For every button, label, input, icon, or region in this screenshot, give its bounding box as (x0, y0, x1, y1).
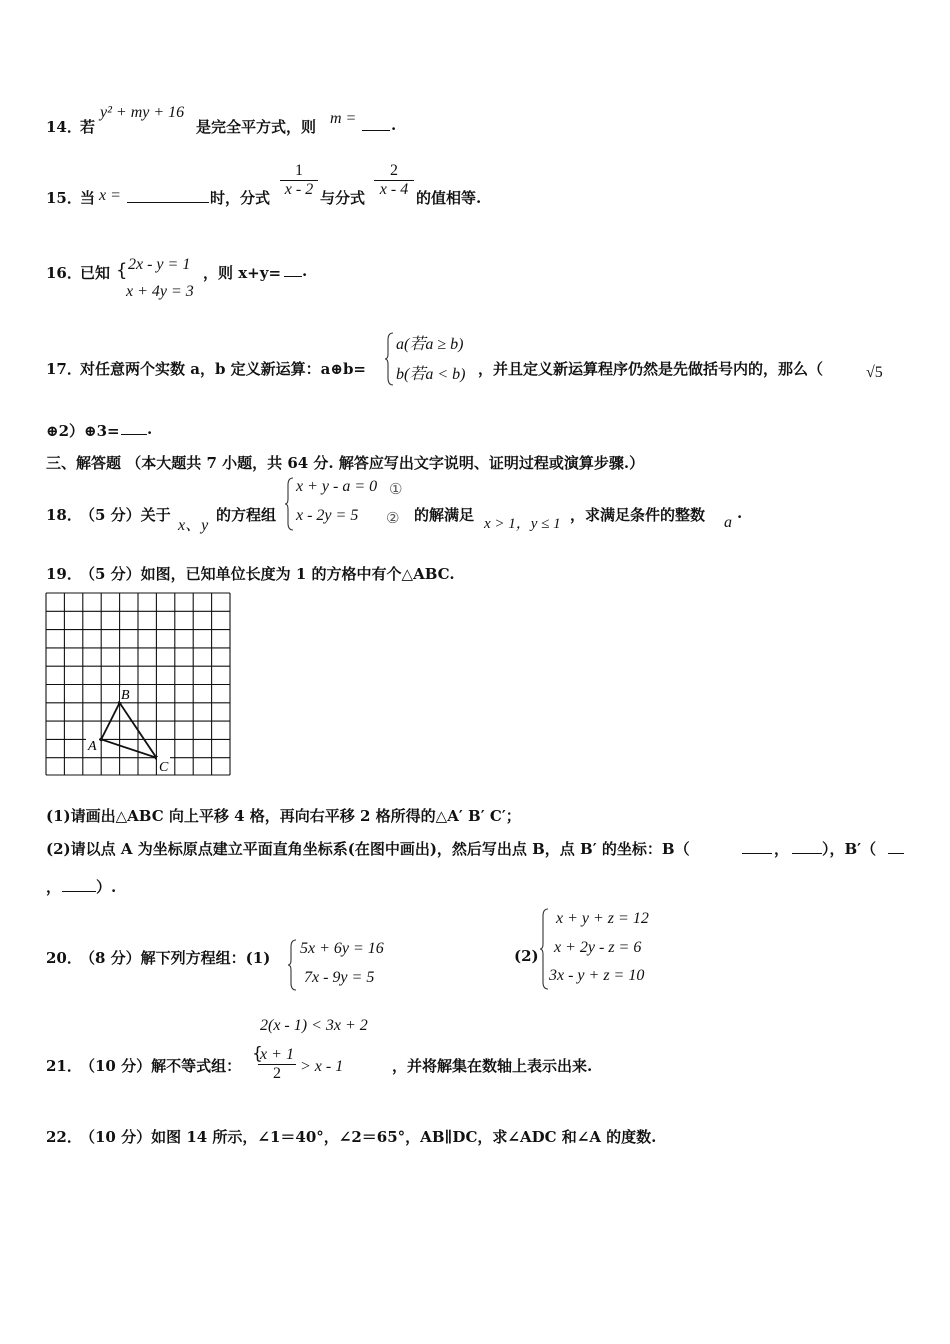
q19-line-2-comma: ， (46, 878, 62, 896)
q19-label-b: B (121, 688, 130, 703)
q20-system-1-brace (288, 939, 298, 991)
q20-system-1-equation-1: 5x + 6y = 16 (300, 940, 384, 957)
q19-point-a (99, 738, 103, 742)
section-3-heading: 三、解答题 （本大题共 7 小题，共 64 分. 解答应写出文字说明、证明过程或演算步骤.） (46, 454, 645, 472)
q17-number: 17． (46, 360, 82, 378)
q19-text: （5 分）如图，已知单位长度为 1 的方格中有个△ABC. (80, 565, 455, 583)
q17-case-1: a(若a ≥ b) (396, 336, 464, 353)
q17-post-text: ，并且定义新运算程序仍然是先做括号内的，那么（ (478, 360, 824, 378)
q19-b-y-blank[interactable] (792, 839, 822, 854)
q20-system-1-equation-2: 7x - 9y = 5 (304, 969, 375, 986)
q19-b-prime-y-blank[interactable] (62, 877, 96, 892)
q20-system-2-equation-1: x + y + z = 12 (556, 910, 649, 927)
q19-part-2: (2)请以点 A 为坐标原点建立平面直角坐标系(在图中画出)，然后写出点 B，点 B′ 的坐标：B（ (46, 840, 690, 858)
q18-equation-1-mark: ① (389, 480, 403, 498)
q22-text: （10 分）如图 14 所示，∠1＝40°，∠2＝65°，AB∥DC，求∠ADC 和∠A 的度数. (80, 1128, 657, 1146)
q15-fraction-1-numerator: 1 (295, 162, 303, 179)
q17-end: . (147, 420, 153, 438)
q20-system-2-equation-3: 3x - y + z = 10 (549, 967, 645, 984)
q18-brace (285, 477, 295, 531)
q19-b-prime-x-blank[interactable] (888, 839, 904, 854)
q16-equation-1: 2x - y = 1 (128, 256, 191, 273)
q15-prefix: 当 (80, 189, 96, 207)
q15-fraction-2-denominator: x - 4 (374, 180, 414, 199)
q16-end: . (302, 262, 308, 280)
q18-score: （5 分）关于 (80, 506, 171, 524)
q15-middle-text: 时，分式 (210, 189, 271, 207)
q17-line-2: ⊕2）⊕3= (46, 422, 120, 440)
q19-grid-lines (46, 593, 230, 775)
q21-fraction (258, 1046, 296, 1083)
q18-equation-1: x + y - a = 0 (296, 478, 378, 495)
q19-number: 19． (46, 565, 82, 583)
q16-post-text: ，则 x+y= (203, 264, 282, 282)
q17-sqrt: √5 (866, 364, 883, 381)
q18-variable-a: a (724, 514, 732, 531)
q18-equation-2-mark: ② (386, 509, 400, 527)
q20-system-2-equation-2: x + 2y - z = 6 (554, 939, 642, 956)
q17-text: 对任意两个实数 a，b 定义新运算：a⊕b= (80, 360, 366, 378)
q15-variable: x = (99, 187, 121, 204)
q18-number: 18． (46, 506, 82, 524)
q14-end: . (391, 116, 397, 134)
q15-fraction-2-numerator: 2 (390, 162, 398, 179)
q16-answer-blank[interactable] (284, 262, 302, 277)
q18-condition: x > 1，y ≤ 1 (484, 516, 561, 532)
q22-number: 22． (46, 1128, 82, 1146)
q17-brace (385, 332, 395, 386)
q19-grid-figure (44, 591, 232, 777)
q17-case-2: b(若a < b) (396, 366, 466, 383)
q20-number: 20． (46, 949, 82, 967)
q16-number: 16． (46, 264, 82, 282)
q15-fraction-2 (374, 162, 414, 199)
q15-number: 15． (46, 189, 82, 207)
q18-variables: x、y (178, 517, 209, 534)
q20-text: （8 分）解下列方程组：(1) (80, 949, 271, 967)
q15-middle-text-2: 与分式 (320, 189, 366, 207)
q21-inequality-1: 2(x - 1) < 3x + 2 (260, 1017, 368, 1034)
q18-end: . (737, 504, 743, 522)
q21-number: 21． (46, 1057, 82, 1075)
q15-end: 的值相等. (416, 189, 482, 207)
q18-middle-text-2: 的解满足 (414, 506, 475, 524)
q18-middle-text: 的方程组 (216, 506, 277, 524)
q17-answer-blank[interactable] (121, 420, 147, 435)
q18-equation-2: x - 2y = 5 (296, 507, 359, 524)
q14-number: 14． (46, 118, 82, 136)
q14-answer-blank[interactable] (362, 116, 390, 131)
q19-label-c: C (159, 760, 169, 775)
q19-b-x-blank[interactable] (742, 839, 772, 854)
q14-middle-text: 是完全平方式，则 (196, 118, 317, 136)
q21-brace: { (252, 1044, 263, 1064)
q20-label-2: (2) (514, 947, 539, 965)
q19-part-2-mid: ），B′（ (822, 840, 877, 858)
q14-variable: m = (330, 110, 357, 127)
q21-fraction-denominator: 2 (258, 1064, 296, 1083)
q15-fraction-1-denominator: x - 2 (280, 180, 318, 199)
q21-end: ，并将解集在数轴上表示出来. (392, 1057, 593, 1075)
q15-fraction-1 (280, 162, 318, 199)
q14-prefix: 若 (80, 118, 96, 136)
q18-middle-text-3: ，求满足条件的整数 (570, 506, 706, 524)
q14-expression: y² + my + 16 (100, 104, 185, 121)
q21-inequality-2-rhs: > x - 1 (300, 1058, 344, 1075)
q19-part-1: (1)请画出△ABC 向上平移 4 格，再向右平移 2 格所得的△A′ B′ C′； (46, 807, 521, 825)
q19-part-2-end: ）. (96, 878, 117, 896)
q16-equation-2: x + 4y = 3 (126, 283, 194, 300)
q21-text: （10 分）解不等式组： (80, 1057, 242, 1075)
q16-prefix: 已知 (80, 264, 111, 282)
q19-part-2-comma: ， (774, 840, 790, 858)
q19-triangle-abc (101, 703, 156, 758)
q19-label-a: A (88, 739, 97, 754)
q15-answer-blank[interactable] (127, 188, 209, 203)
q21-fraction-numerator: x + 1 (260, 1046, 294, 1063)
q16-brace: { (116, 260, 128, 281)
